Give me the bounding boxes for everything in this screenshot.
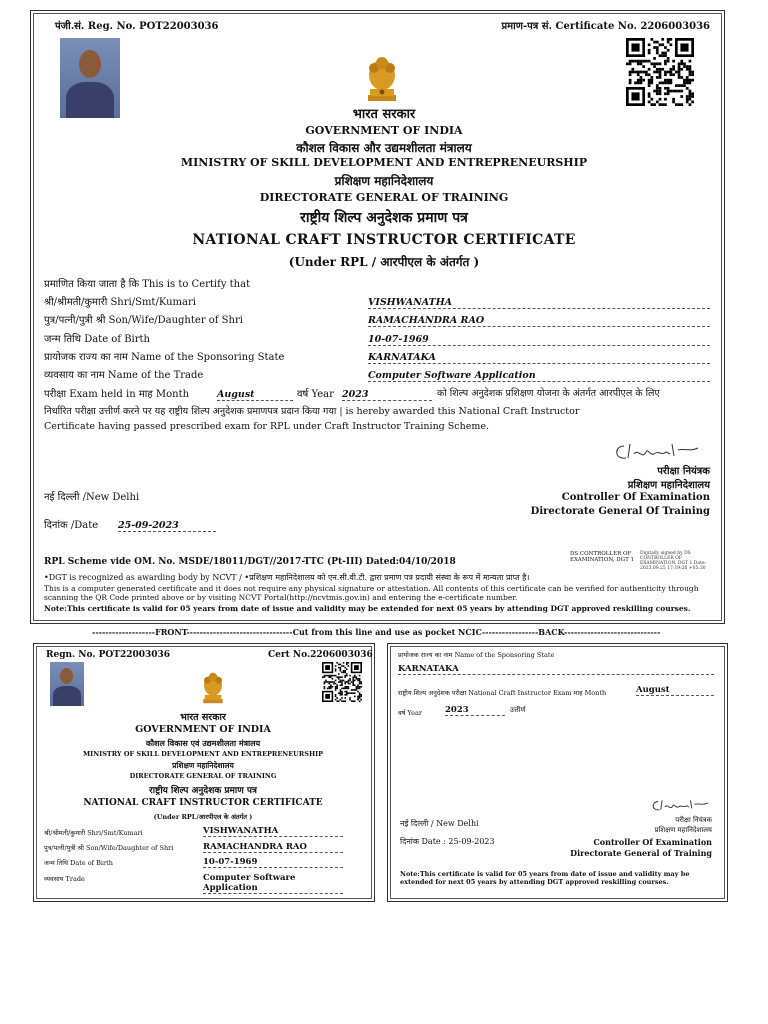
exam-year: 2023 <box>342 389 432 401</box>
under-rpl: (Under RPL / आरपीएल के अंतर्गत ) <box>288 255 480 269</box>
pocket-label-trade: व्यवसाय Trade <box>44 875 85 883</box>
pocket-back-frame <box>387 643 728 902</box>
pocket-dgt-hindi: प्रशिक्षण महानिदेशालय <box>172 761 234 770</box>
back-exam-label: राष्ट्रीय शिल्प अनुदेशक परीक्षा National Craft Instructor Exam माह Month <box>398 689 607 697</box>
ncvt-note: •DGT is recognized as awarding body by NCVT / •प्रशिक्षण महानिदेशालय को एन.सी.वी.टी. द्वारा प्रमाण पत्र प्रदायी संस्था के रूप में मान्यता प्राप्त है। <box>44 573 530 582</box>
ministry-english: MINISTRY OF SKILL DEVELOPMENT AND ENTREPRENEURSHIP <box>180 156 588 169</box>
back-controller-english: Controller Of Examination <box>593 837 712 847</box>
computer-generated-note: This is a computer generated certificate and it does not require any physical signature or attestation. All contents of this certificate can be verified for authenticity through scanning the QR Code printed above or by visiting NCVT Portal(http://ncvtmis.gov.in) and entering the e-certificate number. <box>44 584 699 602</box>
awarded-line-1: निर्धारित परीक्षा उत्तीर्ण करने पर यह राष्ट्रीय शिल्प अनुदेशक प्रमाणपत्र प्रदान किया गया | is hereby awarded this National Craft Instructor <box>44 406 580 417</box>
emblem-icon <box>362 53 402 105</box>
dgt-english-sign: Directorate General Of Training <box>530 506 710 517</box>
bharat-sarkar: भारत सरकार <box>352 107 416 122</box>
back-year-label: वर्ष Year <box>398 709 422 717</box>
value-name: VISHWANATHA <box>368 297 710 309</box>
dgt-english: DIRECTORATE GENERAL OF TRAINING <box>259 191 509 204</box>
certify-text: प्रमाणित किया जाता है कि This is to Certify that <box>44 279 251 290</box>
pocket-value-parent: RAMACHANDRA RAO <box>203 842 343 853</box>
label-trade: व्यवसाय का नाम Name of the Trade <box>44 370 204 381</box>
ds-controller: DS CONTROLLER OF EXAMINATION, DGT 1 <box>570 551 635 563</box>
pocket-value-name: VISHWANATHA <box>203 826 343 837</box>
rpl-scheme: RPL Scheme vide OM. No. MSDE/18011/DGT//2017-TTC (Pt-III) Dated:04/10/2018 <box>44 557 456 567</box>
back-dgt-english: Directorate General of Training <box>570 848 712 858</box>
back-state-label: प्रायोजक राज्य का नाम Name of the Sponsoring State <box>398 651 555 659</box>
cut-line: -------------------FRONT--------------------------------Cut from this line and use as pocket NCIC-----------------BACK----------------------------- <box>92 627 661 637</box>
dgt-hindi-sign: प्रशिक्षण महानिदेशालय <box>627 480 710 491</box>
label-state: प्रायोजक राज्य का नाम Name of the Sponsoring State <box>44 352 285 363</box>
qr-code <box>625 38 695 106</box>
controller-hindi: परीक्षा नियंत्रक <box>657 466 710 477</box>
back-state-value: KARNATAKA <box>398 664 714 675</box>
exam-label: परीक्षा Exam held in माह Month <box>44 389 190 400</box>
pocket-title-english: NATIONAL CRAFT INSTRUCTOR CERTIFICATE <box>83 798 323 808</box>
label-parent: पुत्र/पत्नी/पुत्री श्री Son/Wife/Daughter of Shri <box>44 315 243 326</box>
dgt-hindi: प्रशिक्षण महानिदेशालय <box>334 174 434 188</box>
value-parent: RAMACHANDRA RAO <box>368 315 710 327</box>
back-exam-month: August <box>636 685 714 696</box>
back-signature <box>650 796 712 814</box>
pocket-qr-code <box>322 662 362 702</box>
digital-signature-stamp: Digitally signed by DS CONTROLLER OF EXAMINATION, DGT 1 Date: 2023.09.25 17:19:26 +05:30 <box>640 551 707 571</box>
pocket-photo <box>50 662 84 706</box>
value-dob: 10-07-1969 <box>368 334 710 346</box>
back-date: दिनांक Date : 25-09-2023 <box>400 837 495 846</box>
pocket-emblem-icon <box>199 670 227 706</box>
date-label: दिनांक /Date <box>44 520 99 531</box>
govt-of-india: GOVERNMENT OF INDIA <box>305 124 463 137</box>
pocket-label-dob: जन्म तिथि Date of Birth <box>44 859 113 867</box>
title-english: NATIONAL CRAFT INSTRUCTOR CERTIFICATE <box>192 232 576 248</box>
back-place: नई दिल्ली / New Delhi <box>400 819 479 828</box>
pocket-bharat-sarkar: भारत सरकार <box>180 712 226 723</box>
pocket-ministry-hindi: कौशल विकास एवं उद्यमशीलता मंत्रालय <box>145 738 261 748</box>
label-name: श्री/श्रीमती/कुमारी Shri/Smt/Kumari <box>44 297 196 308</box>
pocket-dgt-english: DIRECTORATE GENERAL OF TRAINING <box>129 772 277 780</box>
pocket-value-trade: Computer Software Application <box>203 873 343 894</box>
pocket-label-parent: पुत्र/पत्नी/पुत्री श्री Son/Wife/Daughter of Shri <box>44 844 174 852</box>
ministry-hindi: कौशल विकास और उद्यमशीलता मंत्रालय <box>296 141 472 155</box>
exam-month: August <box>217 389 293 401</box>
title-hindi: राष्ट्रीय शिल्प अनुदेशक प्रमाण पत्र <box>300 210 468 226</box>
value-trade: Computer Software Application <box>368 370 710 382</box>
reg-no: पंजी.सं. Reg. No. POT22003036 <box>55 21 219 32</box>
date-value: 25-09-2023 <box>118 520 216 532</box>
pocket-regn: Regn. No. POT22003036 <box>46 650 171 660</box>
pocket-label-name: श्री/श्रीमती/कुमारी Shri/Smt/Kumari <box>44 829 143 837</box>
pocket-ministry-english: MINISTRY OF SKILL DEVELOPMENT AND ENTREPRENEURSHIP <box>82 750 324 758</box>
back-controller-hindi: परीक्षा नियंत्रक <box>675 816 712 824</box>
label-dob: जन्म तिथि Date of Birth <box>44 334 150 345</box>
certificate-no: प्रमाण-पत्र सं. Certificate No. 2206003036 <box>501 21 710 32</box>
controller-english: Controller Of Examination <box>561 492 710 503</box>
awarded-line-2: Certificate having passed prescribed exam for RPL under Craft Instructor Training Scheme. <box>44 421 490 432</box>
pocket-value-dob: 10-07-1969 <box>203 857 343 868</box>
pocket-title-hindi: राष्ट्रीय शिल्प अनुदेशक प्रमाण पत्र <box>149 786 257 796</box>
pocket-under-rpl: (Under RPL/आरपीएल के अंतर्गत ) <box>153 813 253 821</box>
validity-note: Note:This certificate is valid for 05 years from date of issue and validity may be extended for next 05 years by attending DGT approved reskilling courses. <box>44 604 691 613</box>
back-validity-note: Note:This certificate is valid for 05 years from date of issue and validity may be extended for next 05 years by attending DGT approved reskilling courses. <box>400 870 690 886</box>
back-year-value: 2023 <box>445 705 505 716</box>
year-label: वर्ष Year <box>297 389 334 400</box>
pocket-cert: Cert No.2206003036 <box>268 650 373 660</box>
pocket-govt: GOVERNMENT OF INDIA <box>135 724 271 735</box>
back-passed: उत्तीर्ण <box>510 706 526 714</box>
place: नई दिल्ली /New Delhi <box>44 492 140 503</box>
exam-tail: को शिल्प अनुदेशक प्रशिक्षण योजना के अंतर्गत आरपीएल के लिए <box>437 388 660 399</box>
value-state: KARNATAKA <box>368 352 710 364</box>
controller-signature <box>612 438 704 464</box>
back-dgt-hindi: प्रशिक्षण महानिदेशालय <box>654 826 712 834</box>
